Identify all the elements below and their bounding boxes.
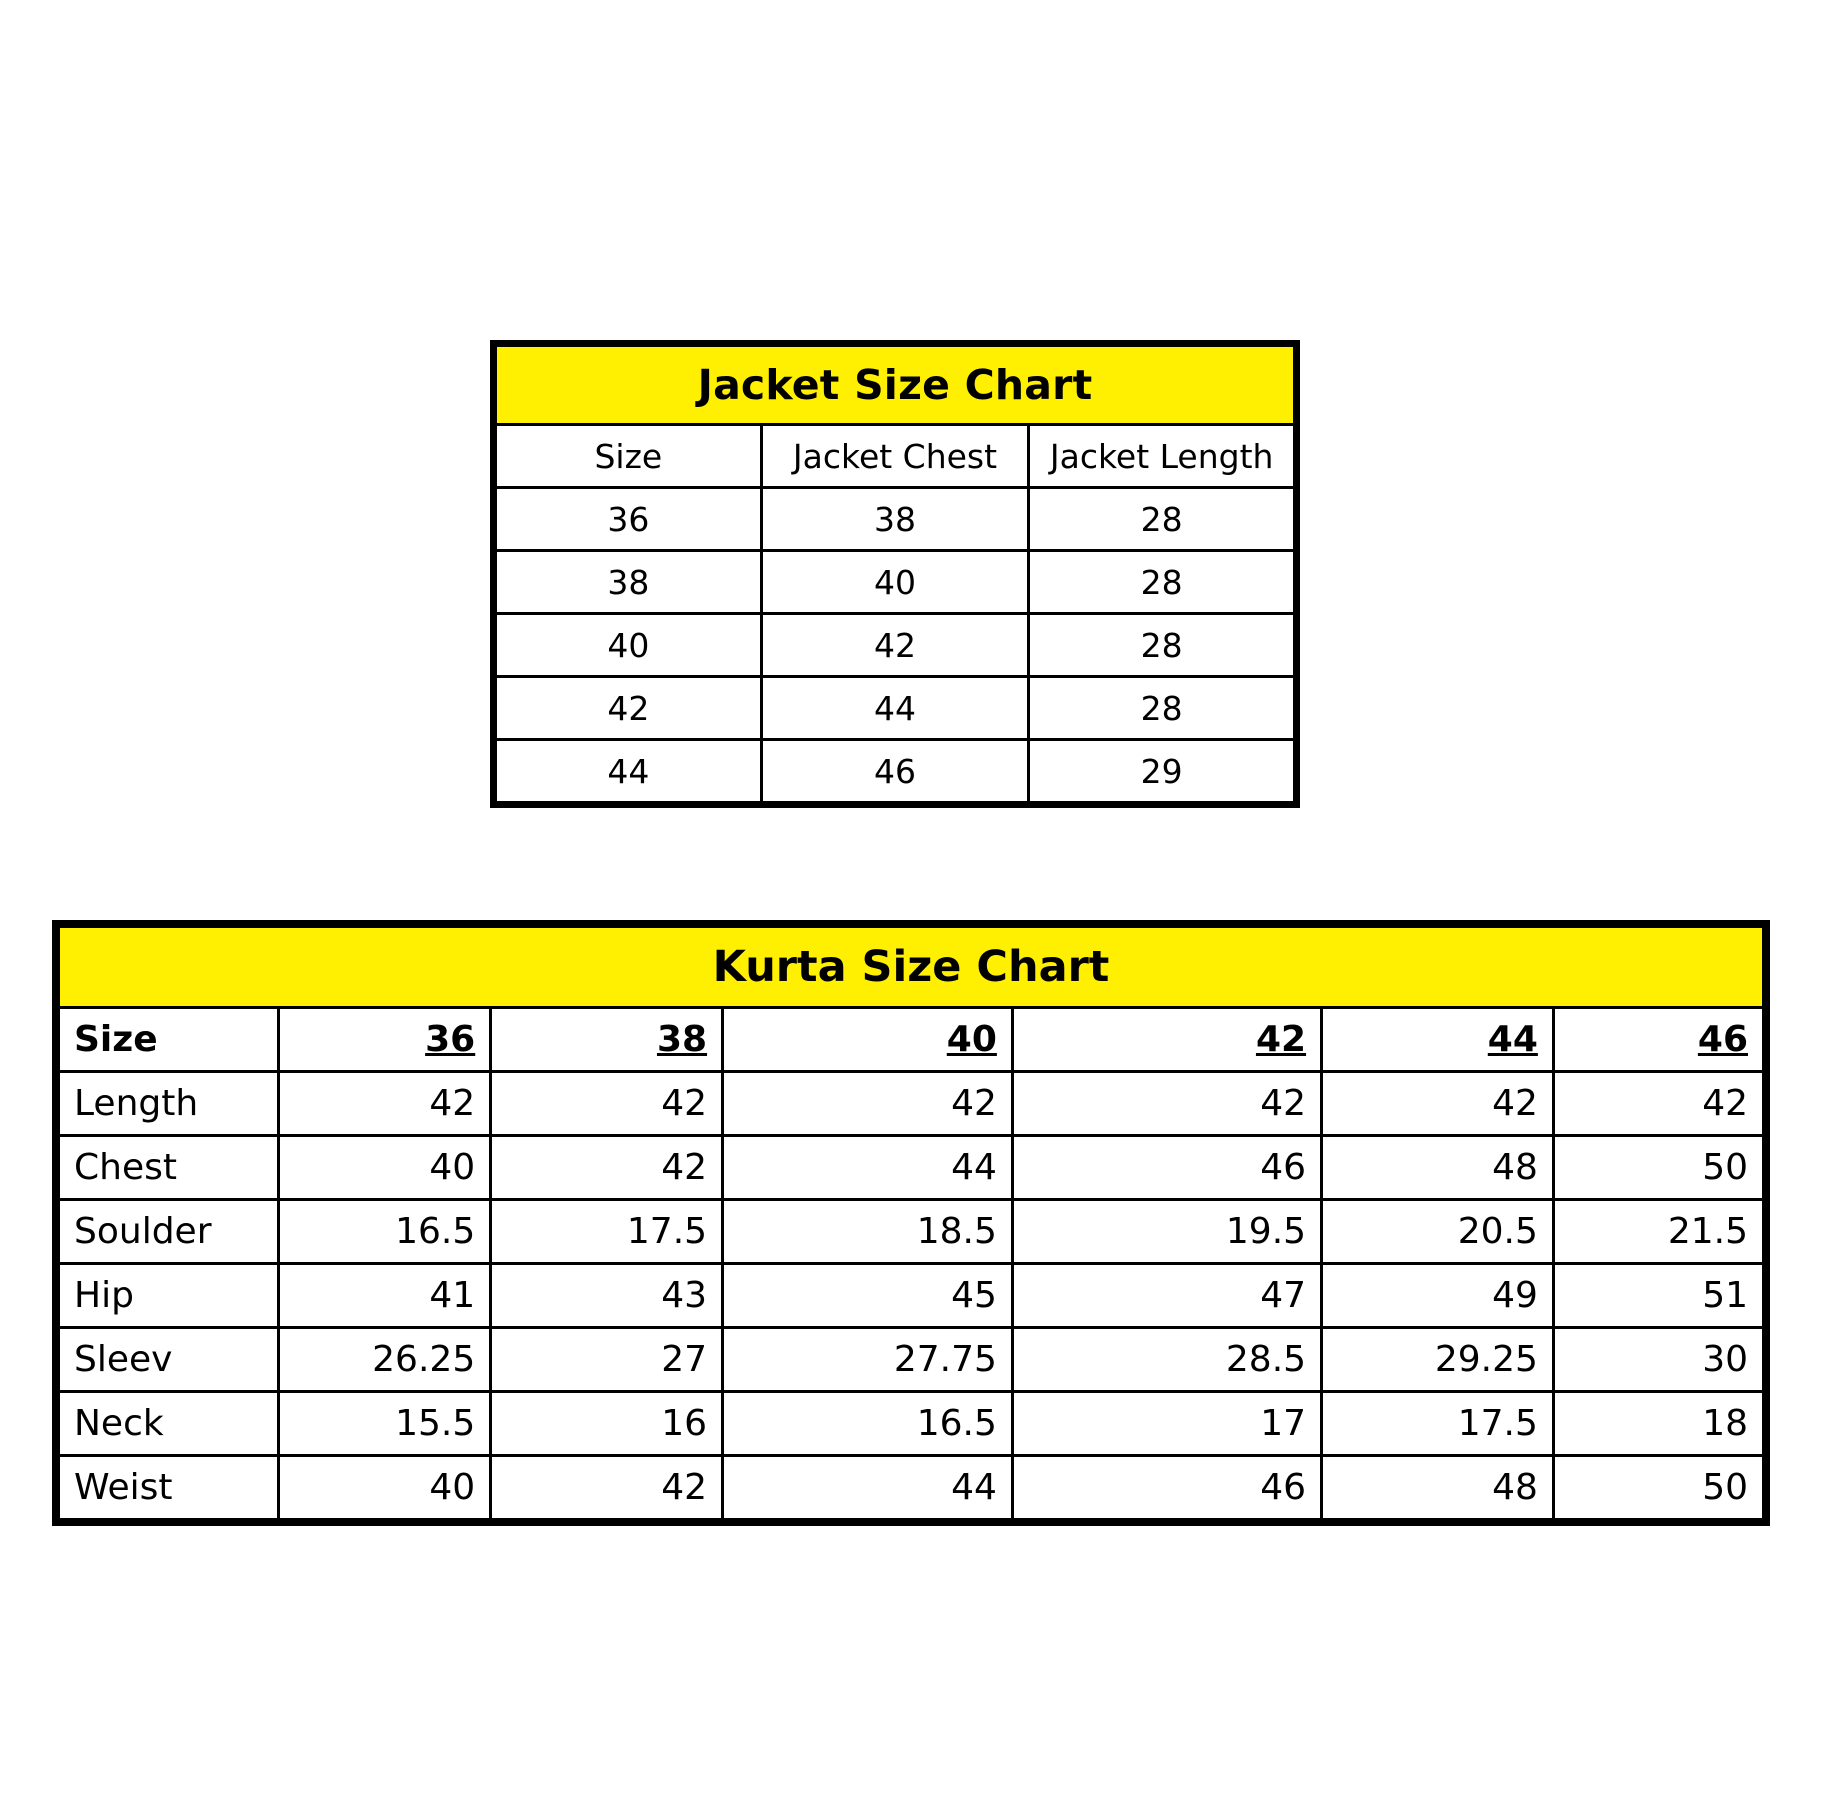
kurta-cell: 45 [723, 1264, 1013, 1328]
kurta-cell: 46 [1012, 1136, 1321, 1200]
kurta-cell: 16 [491, 1392, 723, 1456]
kurta-header-row [56, 1008, 1766, 1072]
kurta-cell: 46 [1012, 1456, 1321, 1523]
kurta-cell: 47 [1012, 1264, 1321, 1328]
jacket-header-chest: Jacket Chest [761, 425, 1029, 488]
kurta-cell: 42 [491, 1072, 723, 1136]
table-row [56, 1392, 1766, 1456]
table-row [56, 1264, 1766, 1328]
jacket-cell-size: 36 [494, 488, 762, 551]
table-row [494, 551, 1297, 614]
kurta-header-size-36 [278, 1008, 491, 1072]
kurta-header-size-44-text: 44 [1487, 1019, 1538, 1060]
kurta-cell: 18 [1553, 1392, 1766, 1456]
kurta-header-size-36-text: 36 [425, 1019, 476, 1060]
kurta-cell: 44 [723, 1136, 1013, 1200]
jacket-header-row [494, 425, 1297, 488]
kurta-cell: 19.5 [1012, 1200, 1321, 1264]
kurta-cell: 51 [1553, 1264, 1766, 1328]
kurta-cell: 16.5 [278, 1200, 491, 1264]
kurta-row-label-length: Length [56, 1072, 278, 1136]
kurta-row-label-weist: Weist [56, 1456, 278, 1523]
kurta-title-row [56, 924, 1766, 1008]
kurta-row-label-hip: Hip [56, 1264, 278, 1328]
kurta-row-label-sleev: Sleev [56, 1328, 278, 1392]
kurta-cell: 42 [1012, 1072, 1321, 1136]
table-row [56, 1136, 1766, 1200]
table-row [56, 1072, 1766, 1136]
kurta-cell: 42 [723, 1072, 1013, 1136]
table-row [494, 614, 1297, 677]
table-row [494, 740, 1297, 805]
kurta-cell: 20.5 [1322, 1200, 1554, 1264]
kurta-chart-title: Kurta Size Chart [56, 924, 1766, 1008]
jacket-cell-chest: 42 [761, 614, 1029, 677]
kurta-header-size-42-text: 42 [1255, 1019, 1307, 1060]
kurta-cell: 50 [1553, 1456, 1766, 1523]
jacket-size-chart [490, 340, 1300, 808]
kurta-cell: 26.25 [278, 1328, 491, 1392]
table-row [494, 677, 1297, 740]
jacket-cell-size: 44 [494, 740, 762, 805]
jacket-cell-length: 28 [1029, 677, 1297, 740]
jacket-cell-length: 28 [1029, 614, 1297, 677]
kurta-row-label-chest: Chest [56, 1136, 278, 1200]
jacket-cell-size: 40 [494, 614, 762, 677]
kurta-cell: 42 [278, 1072, 491, 1136]
jacket-cell-chest: 38 [761, 488, 1029, 551]
jacket-cell-length: 29 [1029, 740, 1297, 805]
kurta-header-size-label: Size [56, 1008, 278, 1072]
kurta-cell: 49 [1322, 1264, 1554, 1328]
jacket-chart-title: Jacket Size Chart [494, 344, 1297, 425]
jacket-size-table [490, 340, 1300, 808]
kurta-cell: 27 [491, 1328, 723, 1392]
kurta-cell: 40 [278, 1456, 491, 1523]
kurta-header-size-38-text: 38 [656, 1019, 708, 1060]
kurta-cell: 17 [1012, 1392, 1321, 1456]
kurta-size-table [52, 920, 1770, 1526]
kurta-cell: 29.25 [1322, 1328, 1554, 1392]
kurta-cell: 42 [1322, 1072, 1554, 1136]
jacket-title-row [494, 344, 1297, 425]
kurta-cell: 16.5 [723, 1392, 1013, 1456]
kurta-header-size-44 [1322, 1008, 1554, 1072]
kurta-cell: 42 [491, 1136, 723, 1200]
kurta-header-size-40-text: 40 [946, 1019, 997, 1060]
kurta-cell: 21.5 [1553, 1200, 1766, 1264]
jacket-cell-chest: 40 [761, 551, 1029, 614]
kurta-cell: 44 [723, 1456, 1013, 1523]
jacket-cell-size: 38 [494, 551, 762, 614]
jacket-cell-length: 28 [1029, 488, 1297, 551]
kurta-cell: 17.5 [491, 1200, 723, 1264]
kurta-cell: 41 [278, 1264, 491, 1328]
jacket-cell-chest: 46 [761, 740, 1029, 805]
table-row [494, 488, 1297, 551]
jacket-header-length: Jacket Length [1029, 425, 1297, 488]
kurta-cell: 15.5 [278, 1392, 491, 1456]
kurta-header-size-40 [723, 1008, 1013, 1072]
kurta-cell: 48 [1322, 1136, 1554, 1200]
kurta-row-label-soulder: Soulder [56, 1200, 278, 1264]
kurta-cell: 42 [1553, 1072, 1766, 1136]
kurta-row-label-neck: Neck [56, 1392, 278, 1456]
kurta-cell: 42 [491, 1456, 723, 1523]
kurta-cell: 50 [1553, 1136, 1766, 1200]
kurta-cell: 30 [1553, 1328, 1766, 1392]
table-row [56, 1456, 1766, 1523]
kurta-size-chart [52, 920, 1770, 1526]
kurta-cell: 18.5 [723, 1200, 1013, 1264]
kurta-header-size-42 [1012, 1008, 1321, 1072]
kurta-cell: 43 [491, 1264, 723, 1328]
kurta-cell: 27.75 [723, 1328, 1013, 1392]
kurta-cell: 40 [278, 1136, 491, 1200]
jacket-header-size: Size [494, 425, 762, 488]
jacket-cell-size: 42 [494, 677, 762, 740]
kurta-cell: 48 [1322, 1456, 1554, 1523]
table-row [56, 1200, 1766, 1264]
kurta-cell: 17.5 [1322, 1392, 1554, 1456]
kurta-header-size-46 [1553, 1008, 1766, 1072]
kurta-header-size-46-text: 46 [1697, 1019, 1748, 1060]
kurta-cell: 28.5 [1012, 1328, 1321, 1392]
jacket-cell-chest: 44 [761, 677, 1029, 740]
jacket-cell-length: 28 [1029, 551, 1297, 614]
table-row [56, 1328, 1766, 1392]
kurta-header-size-38 [491, 1008, 723, 1072]
